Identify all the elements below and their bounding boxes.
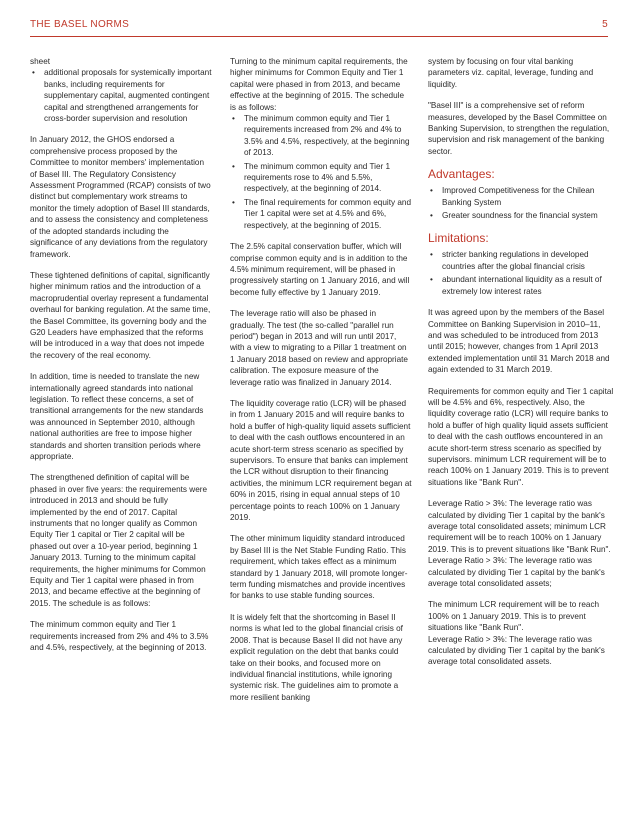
- column-3: [428, 56, 614, 678]
- advantages-heading: Advantages:: [428, 167, 495, 182]
- bullet-list: [230, 113, 412, 231]
- paragraph: The liquidity coverage ratio (LCR) will be phased in from 1 January 2015 and will require banks to hold a buffer of high-quality liquid assets sufficient to deal with the cash outflows encountered in an acute short-term stress scenario as specified by supervisors. To ensure that banks can implement the LCR without disruption to their financing activities, the minimum LCR requirement began at 60% in 2015, rising in equal annual steps of 10 percentage points to reach 100% on 1 January 2019.: [230, 398, 412, 523]
- list-item: • Improved Competitiveness for the Chilean Banking System: [428, 185, 614, 208]
- column-2: [230, 56, 412, 713]
- list-item: • The minimum common equity and Tier 1 requirements increased from 2% and 4% to 3.5% and 4.5%, respectively, at the beginning of 2013.: [230, 113, 412, 159]
- advantages-list: [428, 185, 614, 221]
- paragraph: Leverage Ratio > 3%: The leverage ratio was calculated by dividing Tier 1 capital by the bank's average total consolidated assets; minimum LCR requirement will be to reach 100% on 1 January 2019. This is to prevent situations like "Bank Run".: [428, 499, 611, 554]
- paragraph: The 2.5% capital conservation buffer, which will comprise common equity and is in addition to the 4.5% minimum requirement, will be phased in progressively starting on 1 January 2016, and will become fully effective by 1 January 2019.: [230, 242, 410, 297]
- list-item: • abundant international liquidity as a result of extremely low interest rates: [428, 274, 614, 297]
- paragraph: In addition, time is needed to translate the new internationally agreed standards into national legislation. To reflect these concerns, a set of transitional arrangements for the new standards was announced in September 2010, although national authorities are free to impose higher standards and shorten transition periods where appropriate.: [30, 372, 204, 461]
- paragraph: The other minimum liquidity standard introduced by Basel III is the Net Stable Funding Ratio. This requirement, which takes effect as a minimum standard by 1 January 2018, will promote longer-term funding mismatches and provide incentives for banks to use stable funding sources.: [230, 534, 408, 601]
- paragraph: Turning to the minimum capital requirements, the higher minimums for Common Equity and Tier 1 capital were phased in from 2013, and became effective at the beginning of 2015. The schedule is as follows:: [230, 57, 408, 112]
- paragraph: The minimum LCR requirement will be to reach 100% on 1 January 2019. This is to prevent situations like "Bank Run".: [428, 600, 600, 633]
- header-rule: [30, 36, 608, 37]
- paragraph: The leverage ratio will also be phased in gradually. The test (the so-called "parallel run period") began in 2013 and will run until 2017, with a view to migrating to a Pillar 1 treatment on 1 January 2018 based on review and appropriate calibration. The exposure measure of the leverage ratio was finalized in January 2014.: [230, 309, 408, 387]
- paragraph: system by focusing on four vital banking parameters viz. capital, leverage, funding and liquidity.: [428, 57, 594, 89]
- paragraph: It was agreed upon by the members of the Basel Committee on Banking Supervision in 2010–11, and was scheduled to be introduced from 2013 until 2015; however, changes from 1 April 2013 extended implementation until 31 March 2018 and again extended to 31 March 2019.: [428, 308, 610, 375]
- paragraph: sheet: [30, 57, 51, 66]
- list-item: • stricter banking regulations in developed countries after the global financial crisis: [428, 249, 614, 272]
- paragraph: The minimum common equity and Tier 1 requirements increased from 2% and 4% to 3.5% and 4.5%, respectively, at the beginning of 2013.: [30, 620, 209, 653]
- list-item: • The minimum common equity and Tier 1 requirements rose to 4% and 5.5%, respectively, at the beginning of 2014.: [230, 161, 412, 195]
- paragraph: These tightened definitions of capital, significantly higher minimum ratios and the introduction of a macroprudential overlay represent a fundamental overhaul for banking regulation. At the same time, the Basel Committee, its governing body and the G20 Leaders have emphasized that the reforms will be introduced in a way that does not impede the recovery of the real economy.: [30, 270, 211, 360]
- page-header: [30, 14, 608, 34]
- paragraph: Leverage Ratio > 3%: The leverage ratio was calculated by dividing Tier 1 capital by the bank's average total consolidated assets;: [428, 556, 605, 589]
- limitations-list: [428, 249, 614, 297]
- paragraph: Requirements for common equity and Tier 1 capital will be 4.5% and 6%, respectively. Also, the liquidity coverage ratio (LCR) will require banks to hold a buffer of high quality liquid assets sufficient to deal with the cash outflows encountered in an acute short-term stress scenario as specified by supervisors. minimum LCR requirement will be to reach 100% on 1 January 2019. This is to prevent situations like "Bank Run".: [428, 386, 614, 487]
- paragraph: The strengthened definition of capital will be phased in over five years: the requirements were introduced in 2013 and should be fully implemented by the end of 2017. Capital instruments that no longer qualify as Common Equity Tier 1 capital or Tier 2 capital will be phased out over a 10-year period, beginning 1 January 2013. Turning to the minimum capital requirements, the higher minimums for Common Equity and Tier 1 capital were phased in from 2013, and became effective at the beginning of 2015. The schedule is as follows:: [30, 473, 208, 608]
- paragraph: Leverage Ratio > 3%: The leverage ratio was calculated by dividing Tier 1 capital by the bank's average total consolidated assets.: [428, 634, 605, 667]
- list-item: • additional proposals for systemically important banks, including requirements for supplementary capital, augmented contingent capital and strengthened arrangements for cross-border supervision and resolution: [30, 67, 212, 124]
- page-number: 5: [602, 18, 608, 30]
- paragraph: It is widely felt that the shortcoming in Basel II norms is what led to the global financial crisis of 2008. That is because Basel II did not have any explicit regulation on the debt that banks could take on their books, and focused more on individual financial institutions, while ignoring systemic risk. The guidelines aim to promote a more resilient banking: [230, 612, 403, 702]
- bullet-list: [30, 67, 212, 124]
- list-item: • The final requirements for common equity and Tier 1 capital were set at 4.5% and 6%, respectively, at the beginning of 2015.: [230, 197, 412, 231]
- column-1: [30, 56, 212, 664]
- limitations-heading: Limitations:: [428, 231, 489, 246]
- list-item: • Greater soundness for the financial system: [428, 210, 614, 221]
- paragraph: "Basel III" is a comprehensive set of reform measures, developed by the Basel Committee on Banking Supervision, to strengthen the regulation, supervision and risk management of the banking sector.: [428, 101, 610, 156]
- running-title: THE BASEL NORMS: [30, 18, 130, 30]
- paragraph: In January 2012, the GHOS endorsed a comprehensive process proposed by the Committee to monitor members' implementation of Basel III. The Regulatory Consistency Assessment Programmed (RCAP) consists of two distinct but complementary work streams to monitor the timely adoption of Basel III standards, and to assess the consistency and completeness of the adopted standards including the significance of any deviations from the regulatory framework.: [30, 135, 211, 259]
